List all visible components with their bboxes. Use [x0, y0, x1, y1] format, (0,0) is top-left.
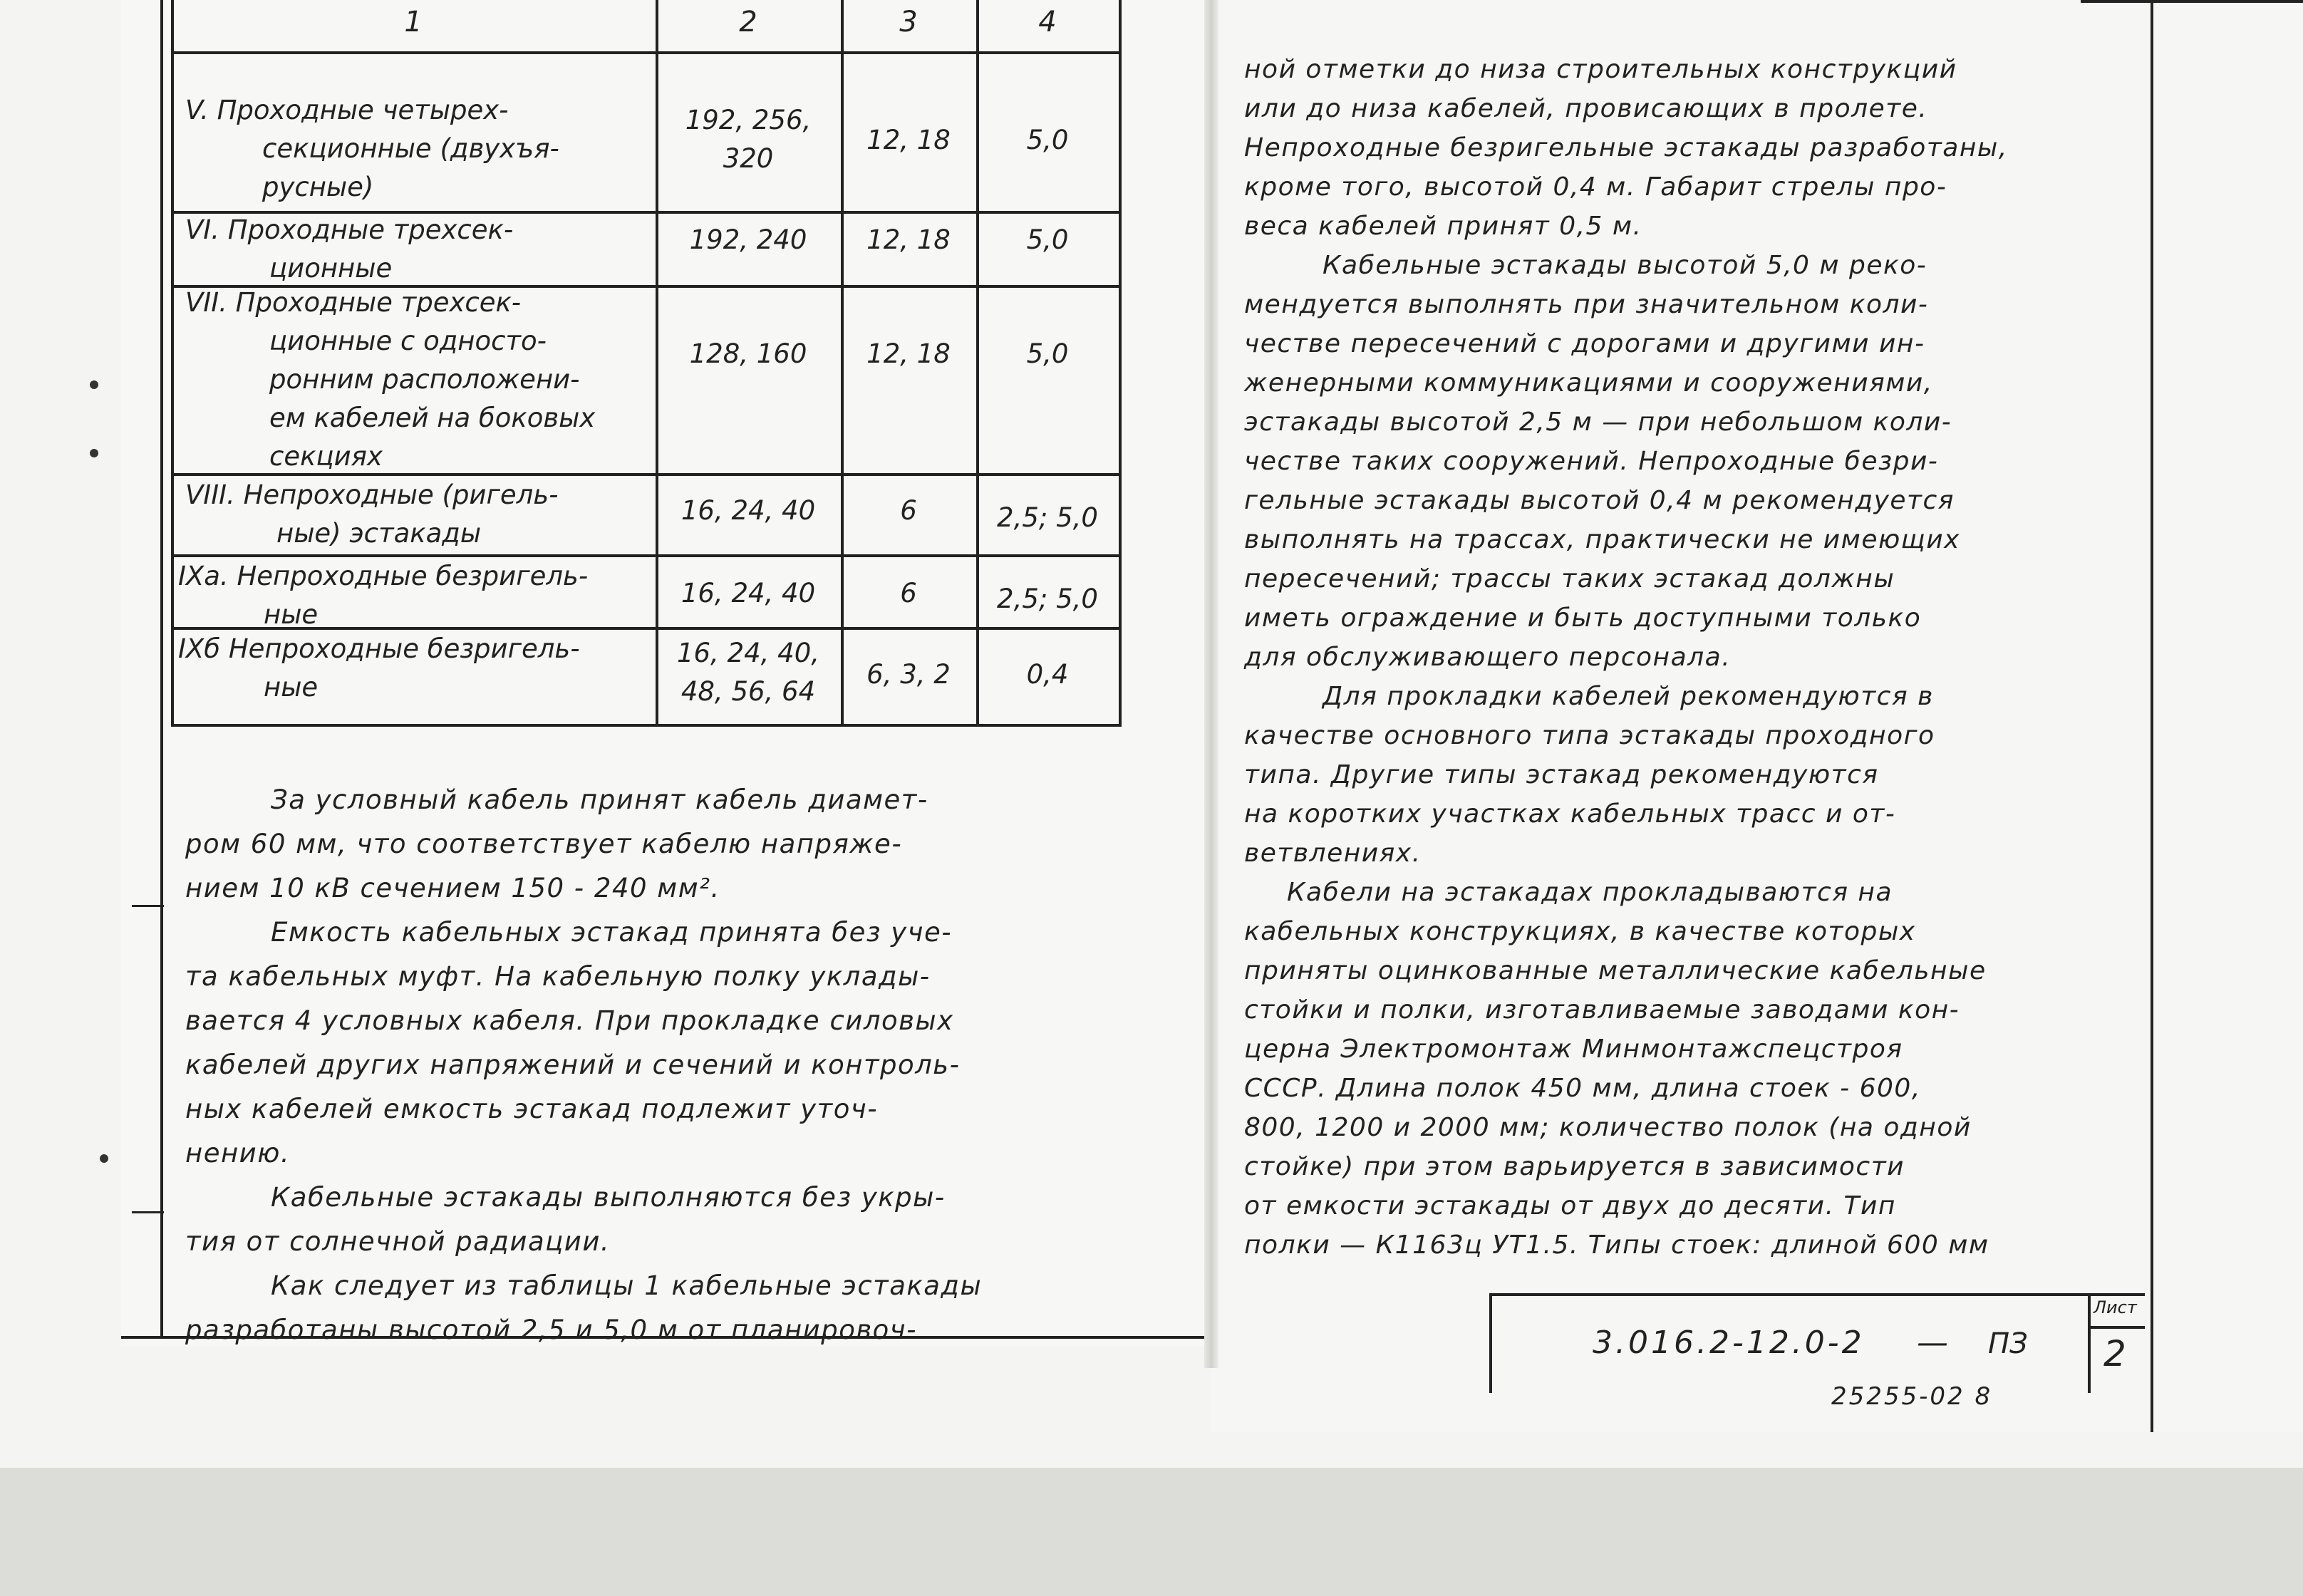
cable-trestle-table [171, 0, 1126, 727]
table-row-type: VII. Проходные трехсек- ционные с односто- ронним расположени- ем кабелей на боковых секциях [185, 287, 596, 472]
table-row-type: VIII. Непроходные (ригель- ные) эстакады [185, 480, 559, 549]
sheet-label: Лист [2094, 1297, 2137, 1317]
table-cell: 12, 18 [866, 338, 951, 369]
table-row-type: IXа. Непроходные безригель- ные [178, 561, 589, 630]
table-cell: 16, 24, 40 [680, 578, 816, 608]
table-cell: 6, 3, 2 [866, 659, 951, 690]
frame-tick [132, 1211, 164, 1213]
column-header-4: 4 [1038, 6, 1057, 38]
column-header-2: 2 [739, 6, 757, 38]
margin-mark [100, 1154, 108, 1163]
page-fold [1204, 0, 1218, 1368]
table-cell: 6 [900, 495, 917, 526]
frame-tick [132, 905, 164, 907]
title-block [1489, 1293, 2145, 1393]
table-cell: 2,5; 5,0 [997, 584, 1098, 614]
table-row-type: VI. Проходные трехсек- ционные [185, 214, 514, 284]
table-cell: 192, 256, 320 [685, 105, 812, 174]
document-code: 3.016.2-12.0-2 [1593, 1325, 1865, 1361]
right-frame-line [2151, 0, 2153, 1432]
table-cell: 192, 240 [689, 224, 807, 255]
section-code: ПЗ [1988, 1327, 2028, 1360]
stamp-dash: — [1917, 1325, 1948, 1361]
table-row-type: IXб Непроходные безригель- ные [178, 633, 580, 703]
right-page-text: ной отметки до низа строительных конструкций или до низа кабелей, провисающих в пролете. Непроходные безригельные эстакады разработаны, кроме того, высотой 0,4 м. Габарит стрелы про- веса кабелей принят 0,5 м. Кабельные эстакады высотой 5,0 м реко- мендуется выполнять при значительном коли- честве пересечений с дорогами и другими ин- женерными коммуникациями и сооружениями, эстакады высотой 2,5 м — при небольшом коли- честве таких сооружений. Непроходные безри- гельные эстакады высотой 0,4 м рекомендуется выполнять на трассах, практически не имеющих пересечений; трассы таких эстакад должны иметь ограждение и быть доступными только для обслуживающего персонала. Для прокладки кабелей рекомендуются в качестве основного типа эстакады проходного типа. Другие типы эстакад рекомендуются на коротких участках кабельных трасс и от- ветвлениях. Кабели на эстакадах прокладываются на кабельных конструкциях, в качестве которых приняты оцинкованные металлические кабельные стойки и полки, изготавливаемые заводами кон- церна Электромонтаж Минмонтажспецстроя СССР. Длина полок 450 мм, длина стоек - 600, 800, 1200 и 2000 мм; количество полок (на одной стойке) при этом варьируется в зависимости от емкости эстакады от двух до десяти. Тип полки — К1163ц УТ1.5. Типы стоек: длиной 600 мм [1244, 55, 2008, 1260]
table-row-type: V. Проходные четырех- секционные (двухъя- русные) [185, 95, 559, 202]
right-frame-top [2081, 0, 2303, 3]
column-header-1: 1 [404, 6, 423, 38]
table-cell: 16, 24, 40, 48, 56, 64 [676, 638, 820, 707]
table-cell: 2,5; 5,0 [997, 502, 1098, 533]
table-cell: 5,0 [1026, 125, 1069, 155]
table-cell: 5,0 [1026, 338, 1069, 369]
left-frame-line [160, 0, 163, 1336]
inventory-number: 25255-02 8 [1831, 1382, 1993, 1411]
margin-mark [90, 380, 98, 389]
sheet-number: 2 [2103, 1333, 2126, 1374]
table-cell: 16, 24, 40 [680, 495, 816, 526]
margin-mark [90, 449, 98, 457]
table-cell: 5,0 [1026, 224, 1069, 255]
table-cell: 128, 160 [689, 338, 807, 369]
table-cell: 0,4 [1026, 659, 1069, 690]
table-cell: 6 [900, 578, 917, 608]
column-header-3: 3 [899, 6, 918, 38]
left-page-text: За условный кабель принят кабель диамет- ром 60 мм, что соответствует кабелю напряже- нием 10 кВ сечением 150 - 240 мм². Емкость кабельных эстакад принята без уче- та кабельных муфт. На кабельную полку уклады- вается 4 условных кабеля. При прокладке силовых кабелей других напряжений и сечений и контроль- ных кабелей емкость эстакад подлежит уточ- нению. Кабельные эстакады выполняются без укры- тия от солнечной радиации. Как следует из таблицы 1 кабельные эстакады разработаны высотой 2,5 и 5,0 м от планировоч- [185, 784, 983, 1345]
table-cell: 12, 18 [866, 125, 951, 155]
scan-background [0, 1468, 2303, 1596]
table-cell: 12, 18 [866, 224, 951, 255]
